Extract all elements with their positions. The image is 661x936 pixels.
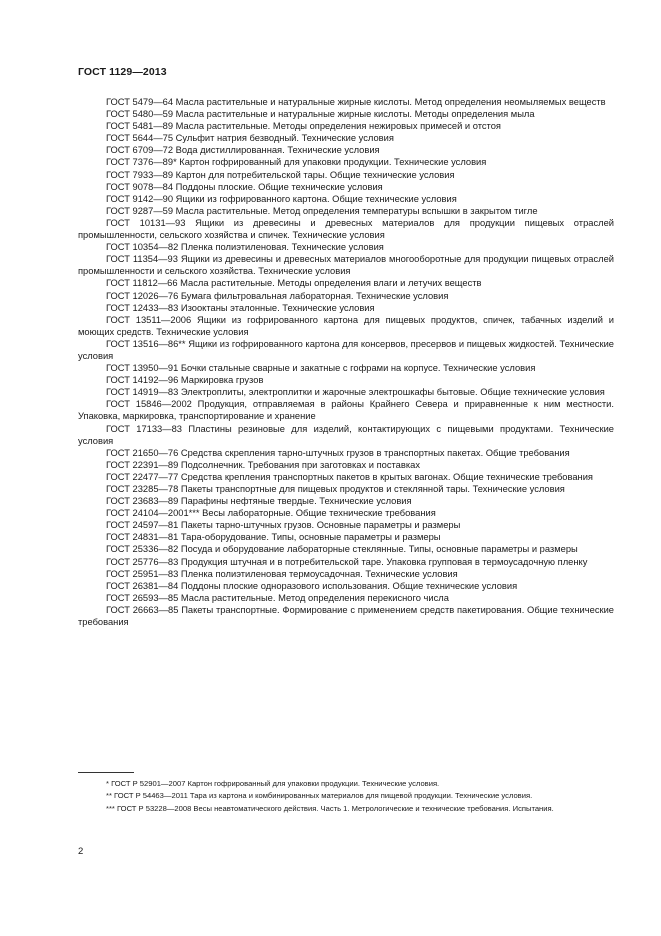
reference-item: ГОСТ 12026—76 Бумага фильтровальная лабораторная. Технические условия bbox=[106, 290, 449, 301]
reference-item: ГОСТ 12433—83 Изооктаны эталонные. Технические условия bbox=[106, 302, 375, 313]
reference-item: ГОСТ 14919—83 Электроплиты, электроплитки и жарочные электрошкафы бытовые. Общие технические условия bbox=[106, 387, 605, 398]
reference-item: ГОСТ 26593—85 Масла растительные. Метод определения перекисного числа bbox=[106, 592, 449, 603]
reference-item: ГОСТ 10354—82 Пленка полиэтиленовая. Технические условия bbox=[106, 242, 384, 253]
reference-item: ГОСТ 23285—78 Пакеты транспортные для пищевых продуктов и стеклянной тары. Технические условия bbox=[106, 484, 565, 494]
reference-item: ГОСТ 10131—93 Ящики из древесины и древесных материалов для продукции пищевых отраслей промышленности, сельского хозяйства и спичек. Технические условия bbox=[78, 217, 614, 241]
reference-item: ГОСТ 5481—89 Масла растительные. Методы определения нежировых примесей и отстоя bbox=[106, 121, 501, 132]
reference-item: ГОСТ 9142—90 Ящики из гофрированного картона. Общие технические условия bbox=[106, 193, 457, 204]
reference-item: ГОСТ 7376—89* Картон гофрированный для упаковки продукции. Технические условия bbox=[106, 157, 487, 168]
reference-item: ГОСТ 5479—64 Масла растительные и натуральные жирные кислоты. Метод определения неомыляемых веществ bbox=[106, 97, 606, 107]
page-number: 2 bbox=[78, 846, 84, 857]
reference-item: ГОСТ 13950—91 Бочки стальные сварные и закатные с гофрами на корпусе. Технические условия bbox=[106, 363, 536, 374]
reference-item: ГОСТ 25336—82 Посуда и оборудование лабораторные стеклянные. Типы, основные параметры и размеры bbox=[106, 544, 578, 555]
reference-item: ГОСТ 25776—83 Продукция штучная и в потребительской таре. Упаковка групповая в термоусадочную пленку bbox=[106, 556, 588, 567]
reference-item: ГОСТ 24104—2001*** Весы лабораторные. Общие технические требования bbox=[106, 508, 436, 519]
reference-item: ГОСТ 25951—83 Пленка полиэтиленовая термоусадочная. Технические условия bbox=[106, 568, 458, 579]
footnote-item: ** ГОСТ Р 54463—2011 Тара из картона и комбинированных материалов для пищевой продукции. Технические условия. bbox=[106, 791, 533, 801]
reference-item: ГОСТ 6709—72 Вода дистиллированная. Технические условия bbox=[106, 145, 380, 156]
reference-item: ГОСТ 11812—66 Масла растительные. Методы определения влаги и летучих веществ bbox=[106, 278, 482, 289]
reference-item: ГОСТ 24831—81 Тара-оборудование. Типы, основные параметры и размеры bbox=[106, 532, 441, 543]
reference-item: ГОСТ 13511—2006 Ящики из гофрированного картона для пищевых продуктов, спичек, табачных изделий и моющих средств. Технические условия bbox=[78, 314, 614, 337]
reference-item: ГОСТ 14192—96 Маркировка грузов bbox=[106, 375, 264, 386]
reference-item: ГОСТ 22391—89 Подсолнечник. Требования при заготовках и поставках bbox=[106, 459, 420, 470]
reference-item: ГОСТ 13516—86** Ящики из гофрированного картона для консервов, пресервов и пищевых жидкостей. Технические условия bbox=[78, 338, 614, 361]
footnote-item: *** ГОСТ Р 53228—2008 Весы неавтоматического действия. Часть 1. Метрологические и технические требования. Испытания. bbox=[106, 803, 554, 813]
footnote-divider bbox=[78, 772, 134, 773]
footnotes bbox=[78, 778, 614, 815]
reference-item: ГОСТ 7933—89 Картон для потребительской тары. Общие технические условия bbox=[106, 169, 455, 180]
document-header: ГОСТ 1129—2013 bbox=[78, 66, 167, 78]
footnote-item: * ГОСТ Р 52901—2007 Картон гофрированный для упаковки продукции. Технические условия. bbox=[106, 779, 440, 788]
reference-item: ГОСТ 15846—2002 Продукция, отправляемая в районы Крайнего Севера и приравненные к ним местности. Упаковка, маркировка, транспортирование и хранение bbox=[78, 399, 614, 422]
reference-item: ГОСТ 26663—85 Пакеты транспортные. Формирование с применением средств пакетирования. Общие технические требования bbox=[78, 604, 614, 628]
reference-item: ГОСТ 22477—77 Средства крепления транспортных пакетов в крытых вагонах. Общие технические требования bbox=[106, 471, 593, 482]
reference-item: ГОСТ 23683—89 Парафины нефтяные твердые. Технические условия bbox=[106, 496, 412, 507]
reference-item: ГОСТ 9078—84 Поддоны плоские. Общие технические условия bbox=[106, 181, 383, 192]
reference-item: ГОСТ 24597—81 Пакеты тарно-штучных грузов. Основные параметры и размеры bbox=[106, 520, 461, 531]
reference-item: ГОСТ 5480—59 Масла растительные и натуральные жирные кислоты. Методы определения мыла bbox=[106, 109, 535, 120]
reference-item: ГОСТ 26381—84 Поддоны плоские одноразового использования. Общие технические условия bbox=[106, 580, 518, 591]
reference-item: ГОСТ 21650—76 Средства скрепления тарно-штучных грузов в транспортных пакетах. Общие требования bbox=[106, 447, 570, 458]
reference-item: ГОСТ 5644—75 Сульфит натрия безводный. Технические условия bbox=[106, 133, 394, 144]
normative-references-list bbox=[78, 96, 614, 628]
reference-item: ГОСТ 11354—93 Ящики из древесины и древесных материалов многооборотные для продукции пищевых отраслей промышленности и сельского хозяйства. Технические условия bbox=[78, 254, 614, 277]
reference-item: ГОСТ 9287—59 Масла растительные. Метод определения температуры вспышки в закрытом тигле bbox=[106, 205, 538, 216]
reference-item: ГОСТ 17133—83 Пластины резиновые для изделий, контактирующих с пищевыми продуктами. Технические условия bbox=[78, 423, 614, 446]
